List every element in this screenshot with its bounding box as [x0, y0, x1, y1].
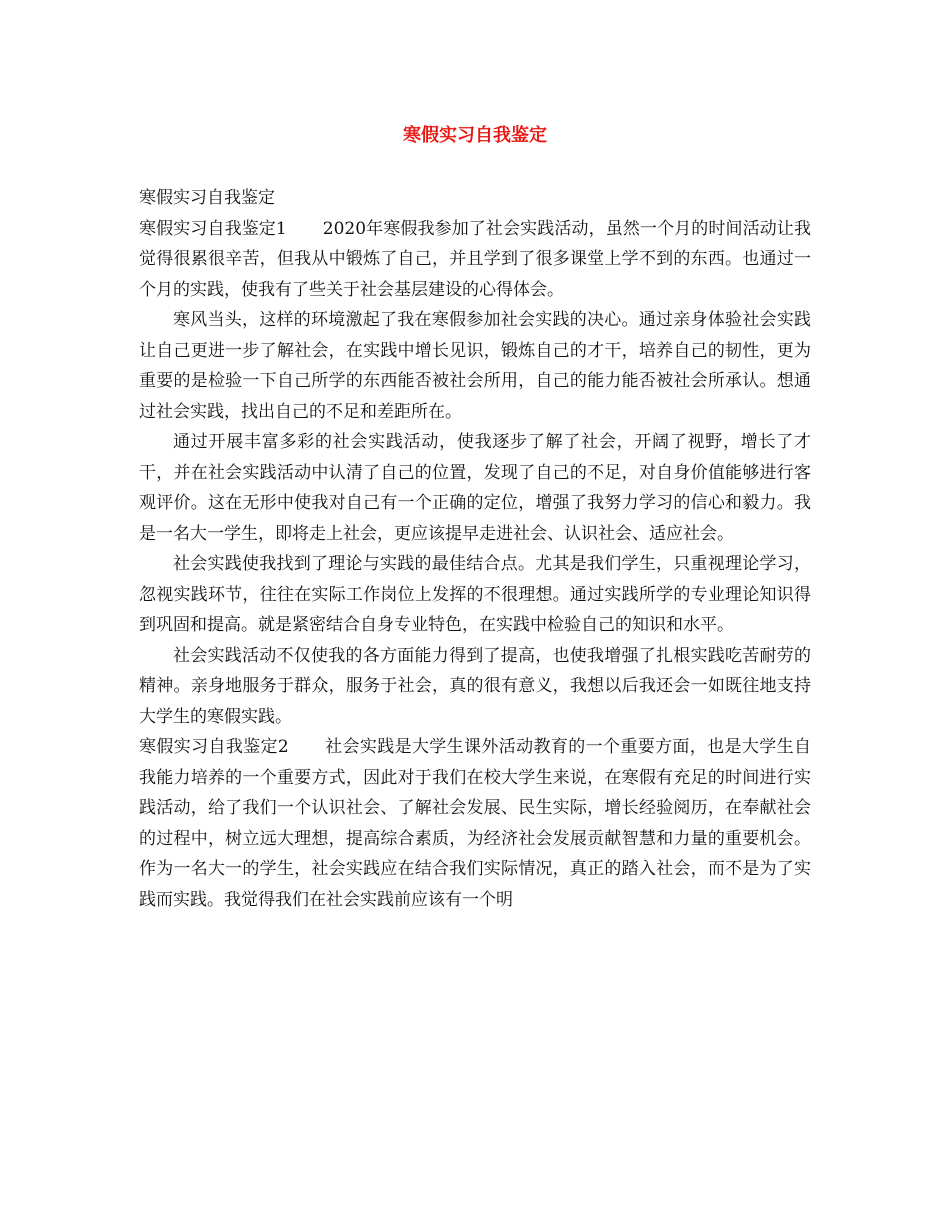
- section-2-paragraph-1: 社会实践是大学生课外活动教育的一个重要方面，也是大学生自我能力培养的一个重要方式，因此对于我们在校大学生来说，在寒假有充足的时间进行实践活动，给了我们一个认识社会、了解社会发展、民生实际，增长经验阅历，在奉献社会的过程中，树立远大理想，提高综合素质，为经济社会发展贡献智慧和力量的重要机会。作为一名大一的学生，社会实践应在结合我们实际情况，真正的踏入社会，而不是为了实践而实践。我觉得我们在社会实践前应该有一个明: [139, 737, 811, 910]
- section-1-paragraph-1: 2020年寒假我参加了社会实践活动，虽然一个月的时间活动让我觉得很累很辛苦，但我从中锻炼了自己，并且学到了很多课堂上学不到的东西。也通过一个月的实践，使我有了些关于社会基层建设的心得体会。: [139, 218, 811, 300]
- section-2-heading: 寒假实习自我鉴定2: [139, 737, 289, 757]
- section-1-first-paragraph: [139, 214, 811, 306]
- section-1-paragraph-4: 社会实践使我找到了理论与实践的最佳结合点。尤其是我们学生，只重视理论学习，忽视实践环节，往往在实际工作岗位上发挥的不很理想。通过实践所学的专业理论知识得到巩固和提高。就是紧密结合自身专业特色，在实践中检验自己的知识和水平。: [139, 554, 811, 635]
- section-2-first-paragraph: [139, 732, 811, 915]
- document-title: 寒假实习自我鉴定: [403, 125, 547, 146]
- document-subtitle: 寒假实习自我鉴定: [139, 188, 275, 208]
- document-body: [139, 183, 811, 915]
- section-1-paragraph-3: 通过开展丰富多彩的社会实践活动，使我逐步了解了社会，开阔了视野，增长了才干，并在社会实践活动中认清了自己的位置，发现了自己的不足，对自身价值能够进行客观评价。这在无形中使我对自己有一个正确的定位，增强了我努力学习的信心和毅力。我是一名大一学生，即将走上社会，更应该提早走进社会、认识社会、适应社会。: [139, 432, 811, 544]
- section-1-heading: 寒假实习自我鉴定1: [139, 218, 287, 239]
- section-1-paragraph-2: 寒风当头，这样的环境激起了我在寒假参加社会实践的决心。通过亲身体验社会实践让自己更进一步了解社会，在实践中增长见识，锻炼自己的才干，培养自己的韧性，更为重要的是检验一下自己所学的东西能否被社会所用，自己的能力能否被社会所承认。想通过社会实践，找出自己的不足和差距所在。: [139, 310, 811, 422]
- section-1-paragraph-5: 社会实践活动不仅使我的各方面能力得到了提高，也使我增强了扎根实践吃苦耐劳的精神。亲身地服务于群众，服务于社会，真的很有意义，我想以后我还会一如既往地支持大学生的寒假实践。: [139, 645, 811, 727]
